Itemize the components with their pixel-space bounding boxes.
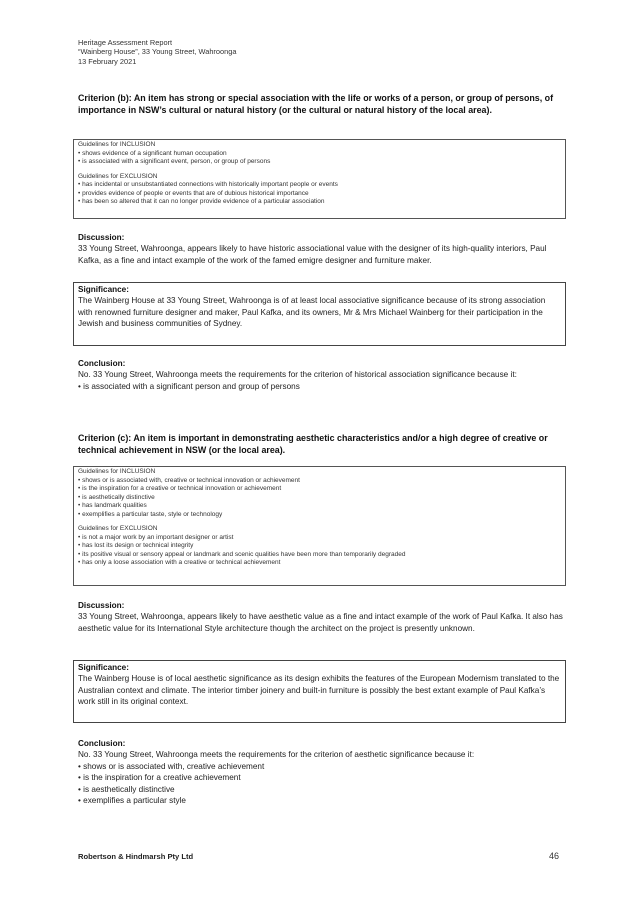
inclusion-item: • exemplifies a particular taste, style or technology	[78, 510, 223, 518]
inclusion-item: • is the inspiration for a creative or technical innovation or achievement	[78, 485, 282, 492]
exclusion-item: • provides evidence of people or events that are of dubious historical importance	[78, 189, 309, 197]
conclusion-heading: Conclusion:	[78, 739, 126, 748]
criterion-b-guidelines-box	[73, 139, 566, 219]
criterion-c-heading: Criterion (c): An item is important in demonstrating aesthetic characteristics and/or a high degree of creative or technical achievement in NSW (or the local area).	[78, 433, 548, 456]
criterion-c-discussion	[78, 600, 564, 634]
criterion-b-heading: Criterion (b): An item has strong or special association with the life or works of a person, or group of persons, of importance in NSW’s cultural or natural history (or the cultural or natural history of the local area).	[78, 93, 554, 116]
conclusion-text: No. 33 Young Street, Wahroonga meets the requirements for the criterion of historical association significance because it:	[78, 370, 517, 380]
conclusion-bullet: • exemplifies a particular style	[78, 796, 186, 806]
header-date: 13 February 2021	[78, 56, 137, 66]
inclusion-title: Guidelines for INCLUSION	[78, 468, 156, 475]
significance-heading: Significance:	[78, 663, 129, 672]
conclusion-bullet: • is the inspiration for a creative achievement	[78, 773, 241, 783]
exclusion-item: • its positive visual or sensory appeal or landmark and scenic qualities have been more than temporarily degraded	[78, 550, 406, 558]
inclusion-item: • shows evidence of a significant human occupation	[78, 149, 227, 157]
exclusion-title: Guidelines for EXCLUSION	[78, 525, 158, 532]
criterion-c-conclusion	[78, 738, 564, 806]
discussion-text: 33 Young Street, Wahroonga, appears likely to have aesthetic value as a fine and intact example of the work of Paul Kafka. It also has aesthetic value for its International Style architecture though the architect on the project is presently unknown.	[78, 612, 563, 633]
footer-company: Robertson & Hindmarsh Pty Ltd	[78, 852, 194, 861]
criterion-b-conclusion	[78, 358, 564, 392]
conclusion-bullet: • is aesthetically distinctive	[78, 784, 175, 794]
significance-text: The Wainberg House is of local aesthetic significance as its design exhibits the features of the European Modernism translated to the Australian context and climate. The interior timber joinery and built-in furniture is possibly the best extant example of Paul Kafka’s work still in its original context.	[78, 674, 560, 707]
significance-heading: Significance:	[78, 285, 129, 294]
conclusion-bullet: • is associated with a significant person and group of persons	[78, 381, 300, 391]
inclusion-item: • is aesthetically distinctive	[78, 493, 155, 501]
inclusion-item: • shows or is associated with, creative or technical innovation or achievement	[78, 476, 300, 484]
exclusion-item: • has only a loose association with a creative or technical achievement	[78, 559, 281, 566]
inclusion-title: Guidelines for INCLUSION	[78, 141, 156, 148]
discussion-heading: Discussion:	[78, 601, 125, 610]
conclusion-bullet: • shows or is associated with, creative achievement	[78, 761, 265, 771]
conclusion-text: No. 33 Young Street, Wahroonga meets the requirements for the criterion of aesthetic significance because it:	[78, 750, 475, 760]
inclusion-item: • is associated with a significant event, person, or group of persons	[78, 158, 271, 165]
conclusion-heading: Conclusion:	[78, 359, 126, 368]
exclusion-item: • has been so altered that it can no longer provide evidence of a particular association	[78, 198, 325, 205]
header-property: “Wainberg House”, 33 Young Street, Wahroonga	[78, 47, 237, 57]
exclusion-item: • is not a major work by an important designer or artist	[78, 533, 234, 541]
criterion-c-significance-box	[73, 660, 566, 723]
criterion-c-guidelines-box	[73, 466, 566, 586]
criterion-b-significance-box	[73, 282, 566, 346]
exclusion-item: • has lost its design or technical integrity	[78, 542, 194, 549]
exclusion-item: • has incidental or unsubstantiated connections with historically important people or events	[78, 181, 338, 188]
discussion-text: 33 Young Street, Wahroonga, appears likely to have historic associational value with the designer of its high-quality interiors, Paul Kafka, as a fine and intact example of the work of the famed emigre designer and furniture maker.	[78, 244, 547, 265]
significance-text: The Wainberg House at 33 Young Street, Wahroonga is of at least local associative significance because of its strong association with renowned furniture designer and maker, Paul Kafka, and its owners, Mr & Mrs Michael Wainberg for their participation in the Jewish and business communities of Sydney.	[78, 296, 546, 329]
exclusion-title: Guidelines for EXCLUSION	[78, 172, 158, 180]
header-report-title: Heritage Assessment Report	[78, 38, 173, 47]
criterion-b-discussion	[78, 232, 564, 266]
inclusion-item: • has landmark qualities	[78, 502, 147, 509]
running-header	[78, 38, 236, 66]
discussion-heading: Discussion:	[78, 233, 125, 242]
page-number: 46	[549, 851, 560, 861]
